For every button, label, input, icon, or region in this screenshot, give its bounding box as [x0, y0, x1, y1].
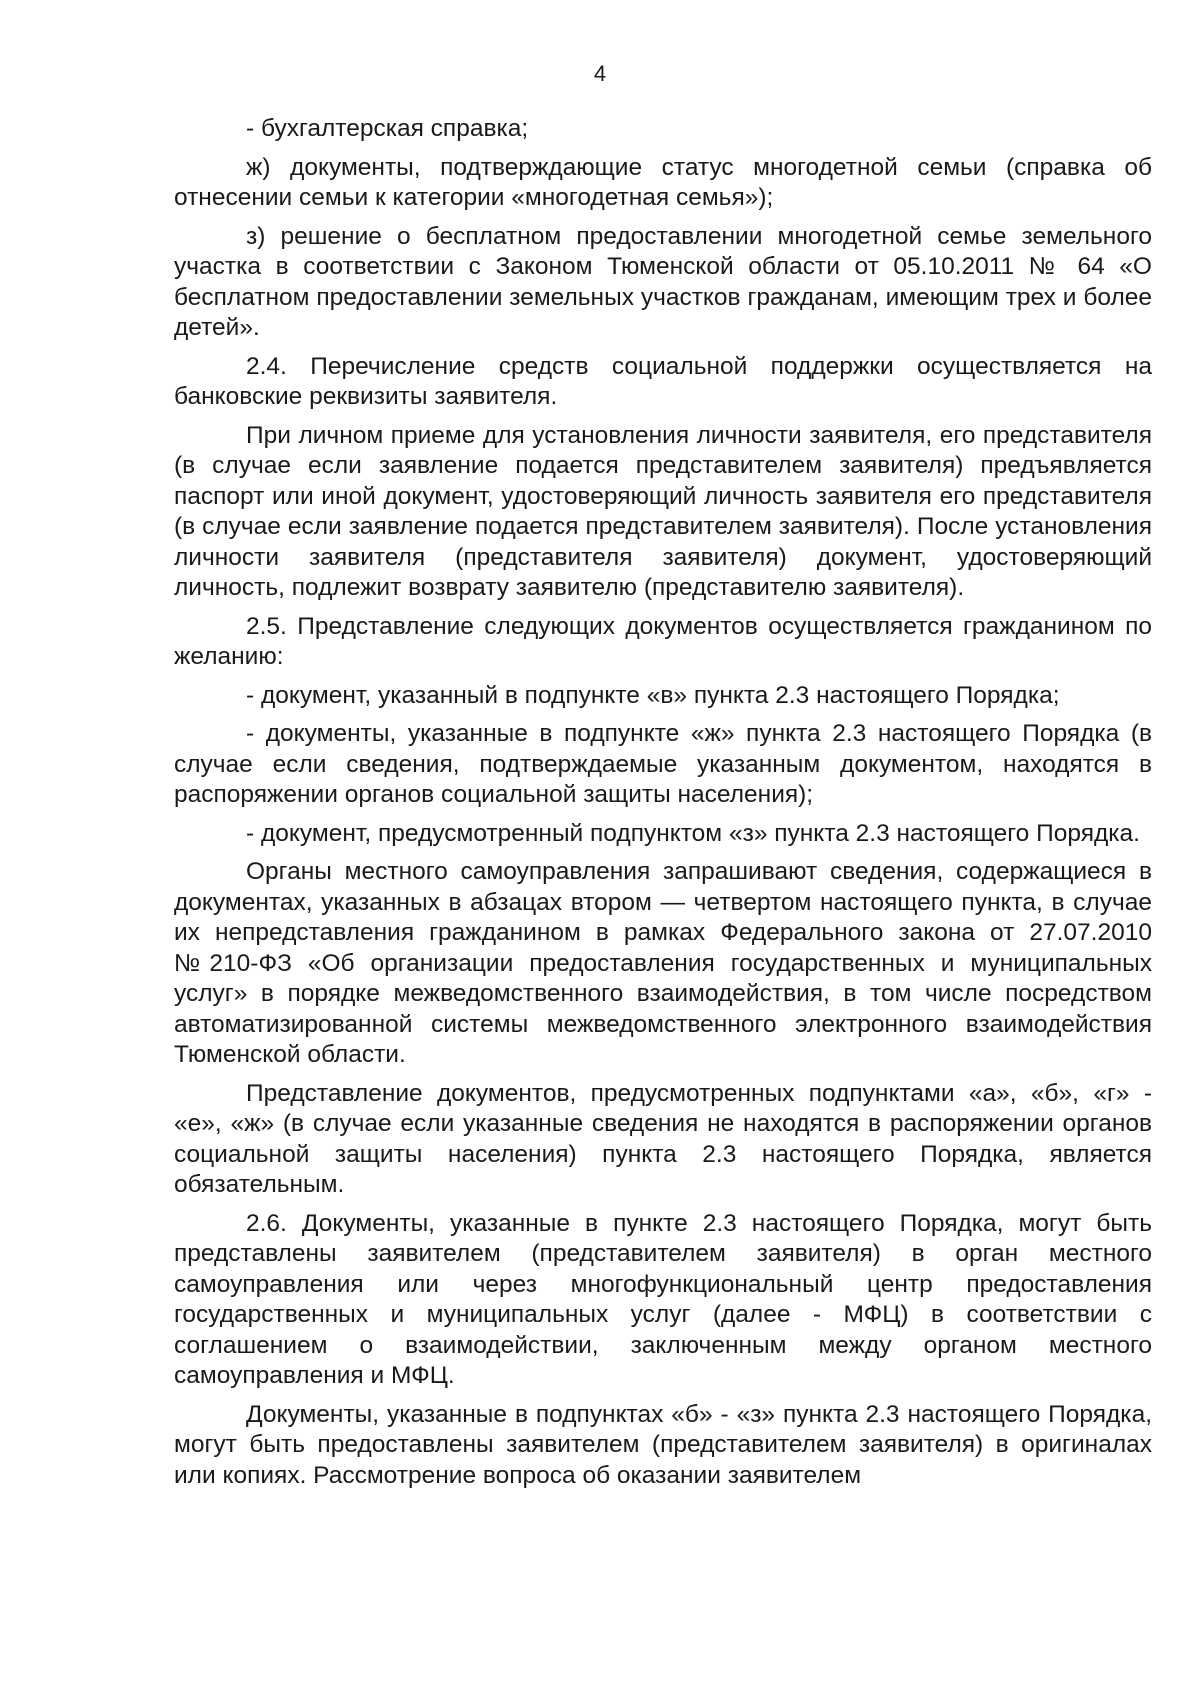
paragraph-item-z: з) решение о бесплатном предоставлении многодетной семье земельного участка в соответствии с Законом Тюменской области от 05.10.2011 № 64 «О бесплатном предоставлении земельных участков гражданам, имеющим трех и более детей». [174, 222, 1152, 341]
paragraph-2-6: 2.6. Документы, указанные в пункте 2.3 настоящего Порядка, могут быть представлены заявителем (представителем заявителя) в орган местного самоуправления или через многофункциональный центр предоставления государственных и муниципальных услуг (далее - МФЦ) в соответствии с соглашением о взаимодействии, заключенным между органом местного самоуправления и МФЦ. [174, 1209, 1152, 1389]
paragraph-2-4: 2.4. Перечисление средств социальной поддержки осуществляется на банковские реквизиты заявителя. [174, 352, 1152, 410]
paragraph-accounting-certificate: - бухгалтерская справка; [246, 115, 529, 142]
paragraph-list-item-zh: - документы, указанные в подпункте «ж» пункта 2.3 настоящего Порядка (в случае если сведения, подтверждаемые указанным документом, находятся в распоряжении органов социальной защиты населения); [174, 720, 1152, 808]
paragraph-mandatory-documents: Представление документов, предусмотренных подпунктами «а», «б», «г» - «е», «ж» (в случае если указанные сведения не находятся в распоряжении органов социальной защиты населения) пункта 2.3 настоящего Порядка, является обязательным. [174, 1079, 1152, 1198]
paragraph-personal-reception: При личном приеме для установления личности заявителя, его представителя (в случае если заявление подается представителем заявителя) предъявляется паспорт или иной документ, удостоверяющий личность заявителя его представителя (в случае если заявление подается представителем заявителя). После установления личности заявителя (представителя заявителя) документ, удостоверяющий личность, подлежит возврату заявителю (представителю заявителя). [174, 421, 1152, 601]
paragraph-2-5: 2.5. Представление следующих документов осуществляется гражданином по желанию: [174, 612, 1152, 670]
paragraph-item-zh: ж) документы, подтверждающие статус многодетной семьи (справка об отнесении семьи к категории «многодетная семья»); [174, 153, 1152, 211]
paragraph-list-item-z: - документ, предусмотренный подпунктом «з» пункта 2.3 настоящего Порядка. [246, 819, 1140, 847]
page-number: 4 [593, 61, 607, 86]
paragraph-originals-or-copies: Документы, указанные в подпунктах «б» - «з» пункта 2.3 настоящего Порядка, могут быть предоставлены заявителем (представителем заявителя) в оригиналах или копиях. Рассмотрение вопроса об оказании заявителем [174, 1400, 1152, 1489]
document-body [174, 114, 1152, 1499]
paragraph-local-authorities: Органы местного самоуправления запрашивают сведения, содержащиеся в документах, указанных в абзацах втором — четвертом настоящего пункта, в случае их непредставления гражданином в рамках Федерального закона от 27.07.2010 №210-ФЗ «Об организации предоставления государственных и муниципальных услуг» в порядке межведомственного взаимодействия, в том числе посредством автоматизированной системы межведомственного электронного взаимодействия Тюменской области. [174, 858, 1152, 1068]
paragraph-list-item-v: - документ, указанный в подпункте «в» пункта 2.3 настоящего Порядка; [246, 681, 1060, 709]
